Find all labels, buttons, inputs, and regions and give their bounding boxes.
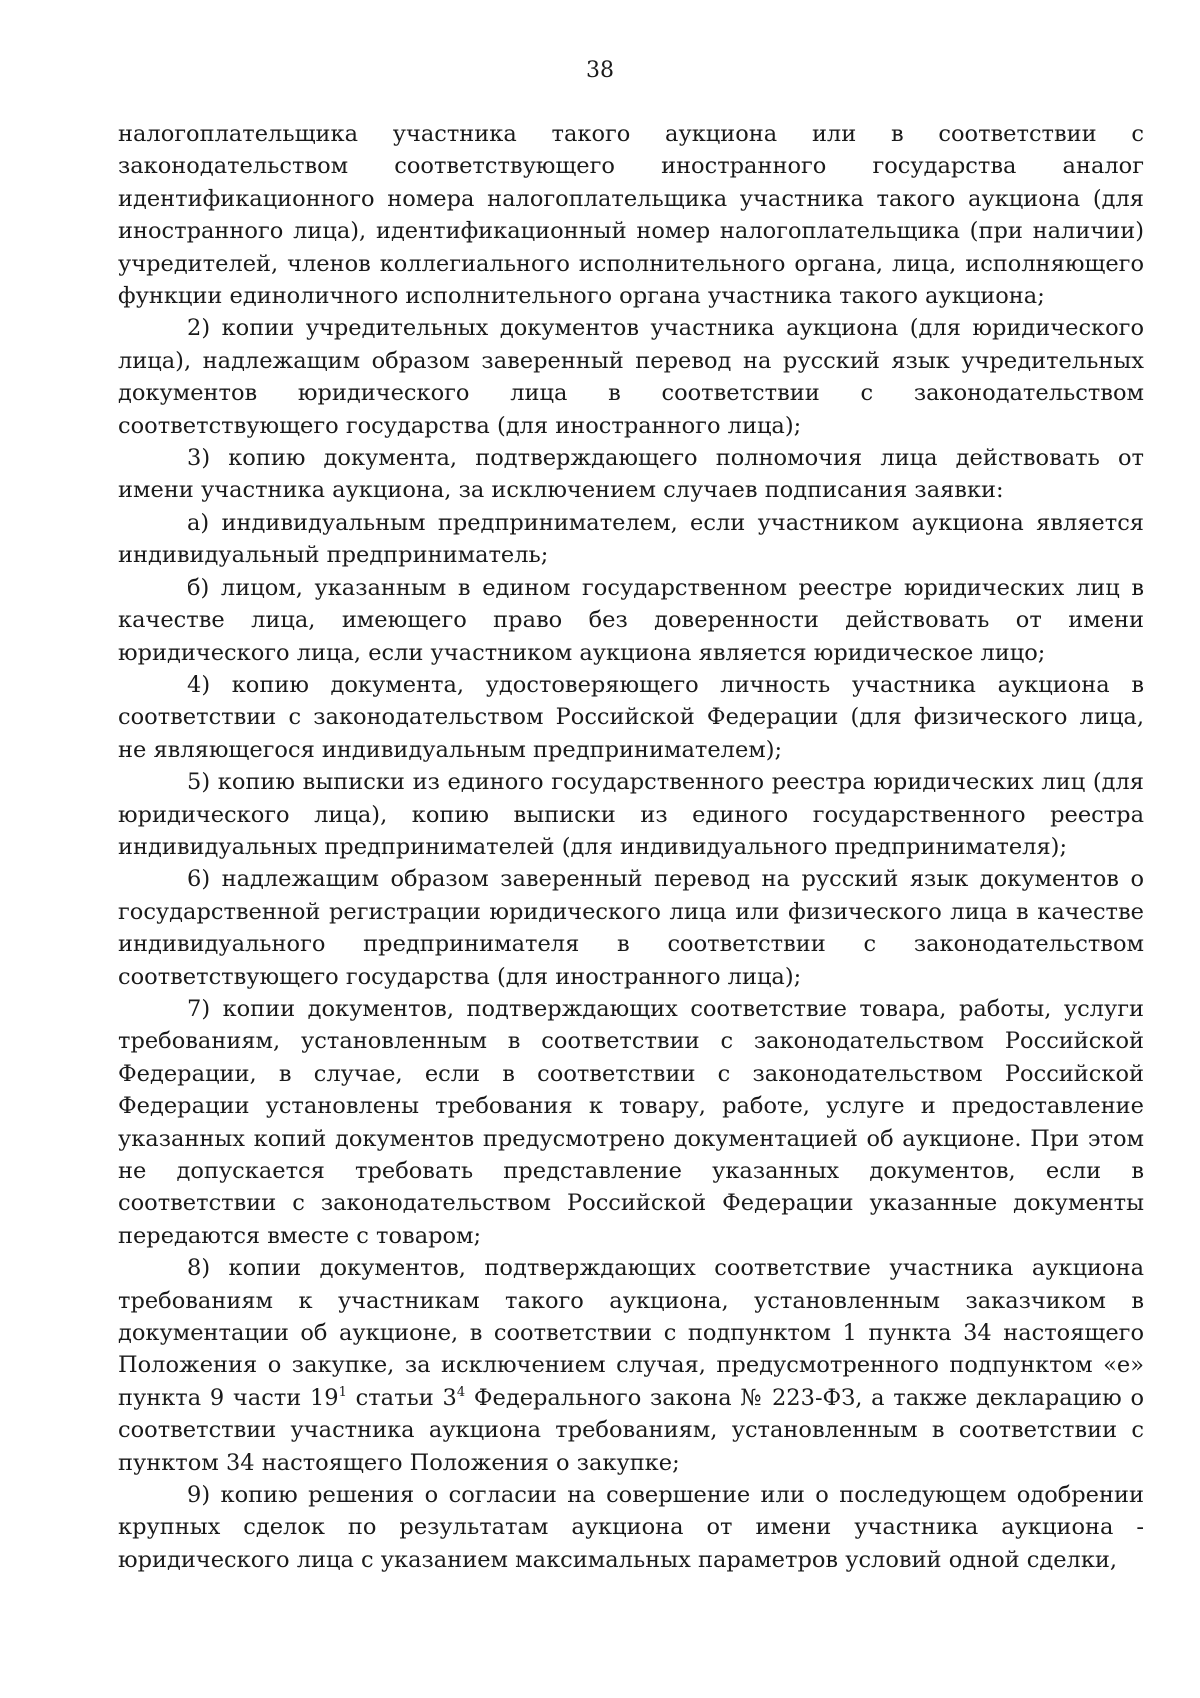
superscript: 1 bbox=[338, 1384, 347, 1400]
page-number: 38 bbox=[586, 58, 614, 83]
paragraph-text: б) лицом, указанным в едином государственном реестре юридических лиц в качестве лица, имеющего право без доверенности действовать от имени юридического лица, если участником аукциона является юридическое лицо; bbox=[118, 574, 1144, 666]
paragraph-text: 9) копию решения о согласии на совершение или о последующем одобрении крупных сделок по результатам аукциона от имени участника аукциона - юридического лица с указанием максимальных параметров условий одной сделки, bbox=[118, 1482, 1144, 1573]
paragraph-text: налогоплательщика участника такого аукциона или в соответствии с законодательством соответствующего иностранного государства аналог идентификационного номера налогоплательщика участника такого аукциона (для иностранного лица), идентификационный номер налогоплательщика (при наличии) учредителей, членов коллегиального исполнительного органа, лица, исполняющего функции единоличного исполнительного органа участника такого аукциона; bbox=[118, 121, 1144, 310]
paragraph-text: 4) копию документа, удостоверяющего личность участника аукциона в соответствии с законодательством Российской Федерации (для физического лица, не являющегося индивидуальным предпринимателем); bbox=[118, 671, 1144, 763]
paragraph-text: 5) копию выписки из единого государственного реестра юридических лиц (для юридического лица), копию выписки из единого государственного реестра индивидуальных предпринимателей (для индивидуального предпринимателя); bbox=[118, 769, 1144, 860]
paragraph-text: 6) надлежащим образом заверенный перевод на русский язык документов о государственной регистрации юридического лица или физического лица в качестве индивидуального предпринимателя в соответствии с законодательством соответствующего государства (для иностранного лица); bbox=[118, 866, 1144, 990]
paragraph-item-9 bbox=[118, 1479, 1144, 1576]
paragraph-item-8 bbox=[118, 1252, 1144, 1479]
paragraph-item-5 bbox=[118, 766, 1144, 863]
paragraph-item-3b bbox=[118, 572, 1144, 669]
paragraph-text: 2) копии учредительных документов участника аукциона (для юридического лица), надлежащим образом заверенный перевод на русский язык учредительных документов юридического лица в соответствии с законодательством соответствующего государства (для иностранного лица); bbox=[118, 315, 1144, 439]
paragraph-text: Федерального закона № 223-ФЗ, а также декларацию о соответствии участника аукциона требованиям, установленным в соответствии с пунктом 34 настоящего Положения о закупке; bbox=[118, 1384, 1145, 1476]
document-body bbox=[118, 118, 1144, 1576]
paragraph-text: 7) копии документов, подтверждающих соответствие товара, работы, услуги требованиям, установленным в соответствии с законодательством Российской Федерации, в случае, если в соответствии с законодательством Российской Федерации установлены требования к товару, работе, услуге и предоставление указанных копий документов предусмотрено документацией об аукционе. При этом не допускается требовать представление указанных документов, если в соответствии с законодательством Российской Федерации указанные документы передаются вместе с товаром; bbox=[118, 995, 1144, 1249]
paragraph-text: 8) копии документов, подтверждающих соответствие участника аукциона требованиям к участникам такого аукциона, установленным заказчиком в документации об аукционе, в соответствии с подпунктом 1 пункта 34 настоящего Положения о закупке, за исключением случая, предусмотренного подпунктом «е» пункта 9 части 19 bbox=[118, 1255, 1144, 1411]
superscript: 4 bbox=[456, 1384, 466, 1400]
paragraph-item-7 bbox=[118, 993, 1144, 1252]
paragraph-continuation bbox=[118, 118, 1144, 312]
paragraph-item-4 bbox=[118, 669, 1144, 766]
paragraph-text: статьи 3 bbox=[346, 1384, 457, 1411]
paragraph-item-2 bbox=[118, 312, 1144, 442]
paragraph-item-6 bbox=[118, 863, 1144, 993]
paragraph-text: а) индивидуальным предпринимателем, если участником аукциона является индивидуальный предприниматель; bbox=[118, 509, 1144, 569]
paragraph-item-3a bbox=[118, 507, 1144, 572]
paragraph-text: 3) копию документа, подтверждающего полномочия лица действовать от имени участника аукциона, за исключением случаев подписания заявки: bbox=[118, 445, 1144, 504]
paragraph-item-3 bbox=[118, 442, 1144, 507]
